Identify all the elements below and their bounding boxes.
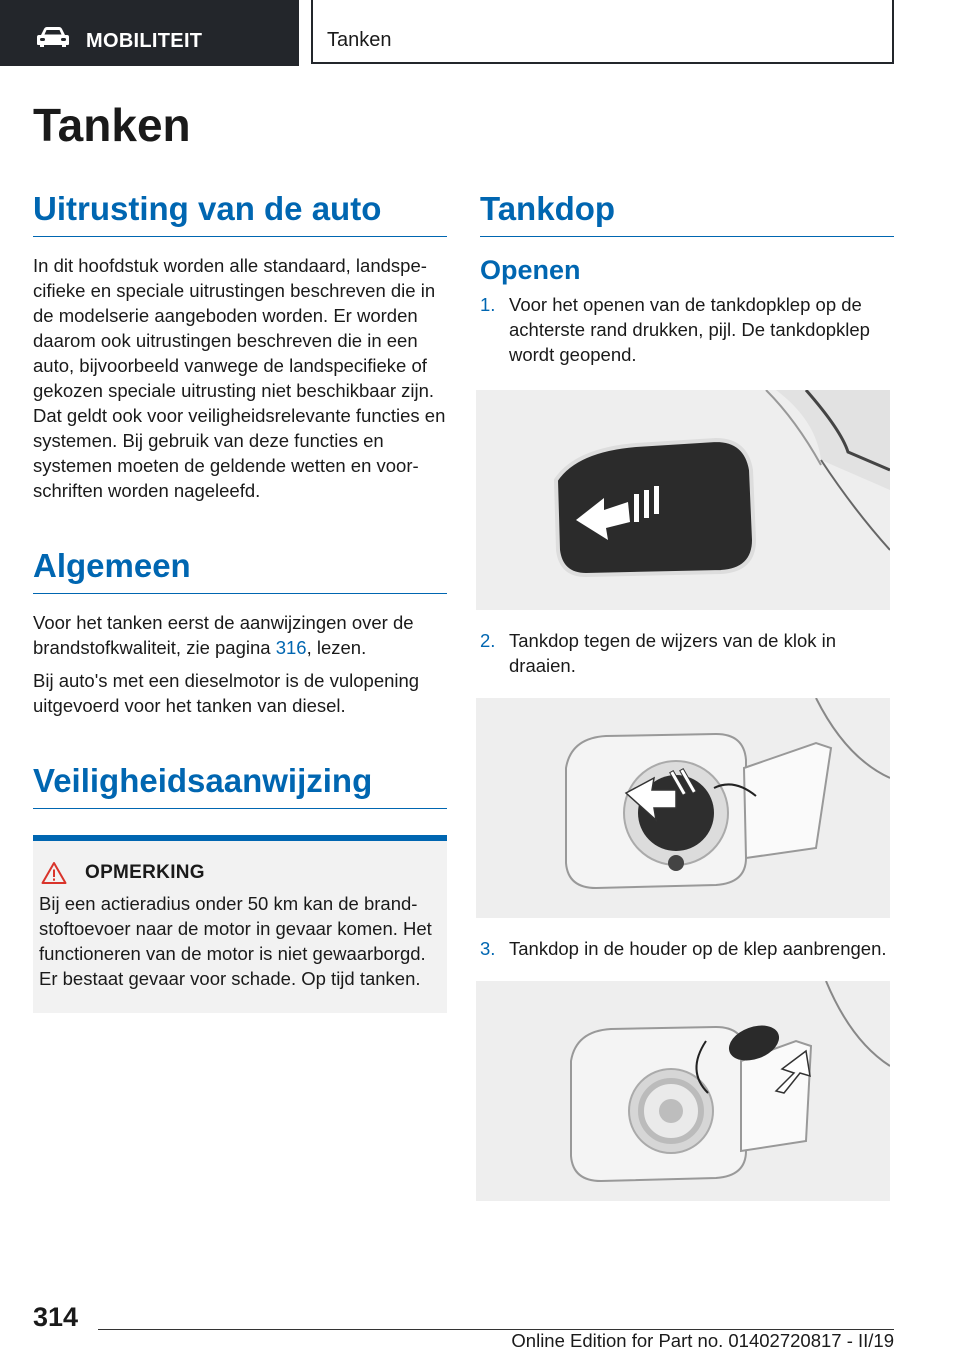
car-icon (36, 26, 70, 48)
page-footer (0, 1290, 960, 1362)
figure-cap-holder (476, 981, 890, 1201)
section-label: MOBILITEIT (86, 30, 203, 52)
chapter-tab (311, 0, 894, 64)
equipment-text: In dit hoofdstuk worden alle standaard, landspecifieke en speciale uitrustingen beschreven die in de modelserie aangeboden worden. Er worden daarom ook uitrustingen beschreven die in een auto, bijvoorbeeld vanwege de landspecifieke of gekozen speciale uitrusting niet beschikbaar zijn. Dat geldt ook voor veiligheidsrelevante functies en systemen. Bij gebruik van deze functies en systemen moeten de geldende wetten en voorschriften worden nageleefd. (33, 254, 446, 501)
general-text-2: Bij auto's met een dieselmotor is de vulopening uitgevoerd voor het tanken van diesel. (33, 669, 420, 716)
page-header (0, 0, 960, 66)
subheading-open: Openen (480, 254, 581, 285)
heading-safety: Veiligheidsaanwijzing (33, 762, 447, 809)
notice-box (33, 835, 447, 1013)
edition-text: Online Edition for Part no. 01402720817 - II/19 (511, 1330, 894, 1351)
figure-turn-cap (476, 698, 890, 918)
page-title: Tanken (33, 99, 191, 151)
page-number: 314 (33, 1302, 79, 1332)
warning-icon (41, 861, 67, 885)
list-item: 3. Tankdop in de houder op de klep aanbrengen. (480, 937, 887, 959)
left-column (33, 190, 447, 1013)
right-column (480, 190, 894, 1201)
page-link-316[interactable]: 316 (275, 636, 307, 658)
heading-fuel-cap: Tankdop (480, 190, 894, 237)
general-text-1: Voor het tanken eerst de aanwijzingen over de brandstofkwaliteit, zie pagina 316, lezen. (33, 611, 414, 658)
list-item: 1. Voor het openen van de tankdopklep op de achterste rand drukken, pijl. De tankdopklep wordt geopend. (480, 293, 870, 365)
heading-general: Algemeen (33, 547, 447, 594)
notice-text: Bij een actieradius onder 50 km kan de brandstoftoevoer naar de motor in gevaar komen. Het functioneren van de motor is niet gewaarborgd. Er bestaat gevaar voor schade. Op tijd tanken. (39, 892, 432, 989)
chapter-label: Tanken (327, 29, 392, 51)
figure-press-flap (476, 390, 890, 610)
steps-list (480, 292, 894, 1201)
notice-title: OPMERKING (85, 861, 205, 883)
section-tab (0, 0, 299, 66)
list-item: 2. Tankdop tegen de wijzers van de klok in draaien. (480, 629, 837, 676)
heading-equipment: Uitrusting van de auto (33, 190, 447, 237)
